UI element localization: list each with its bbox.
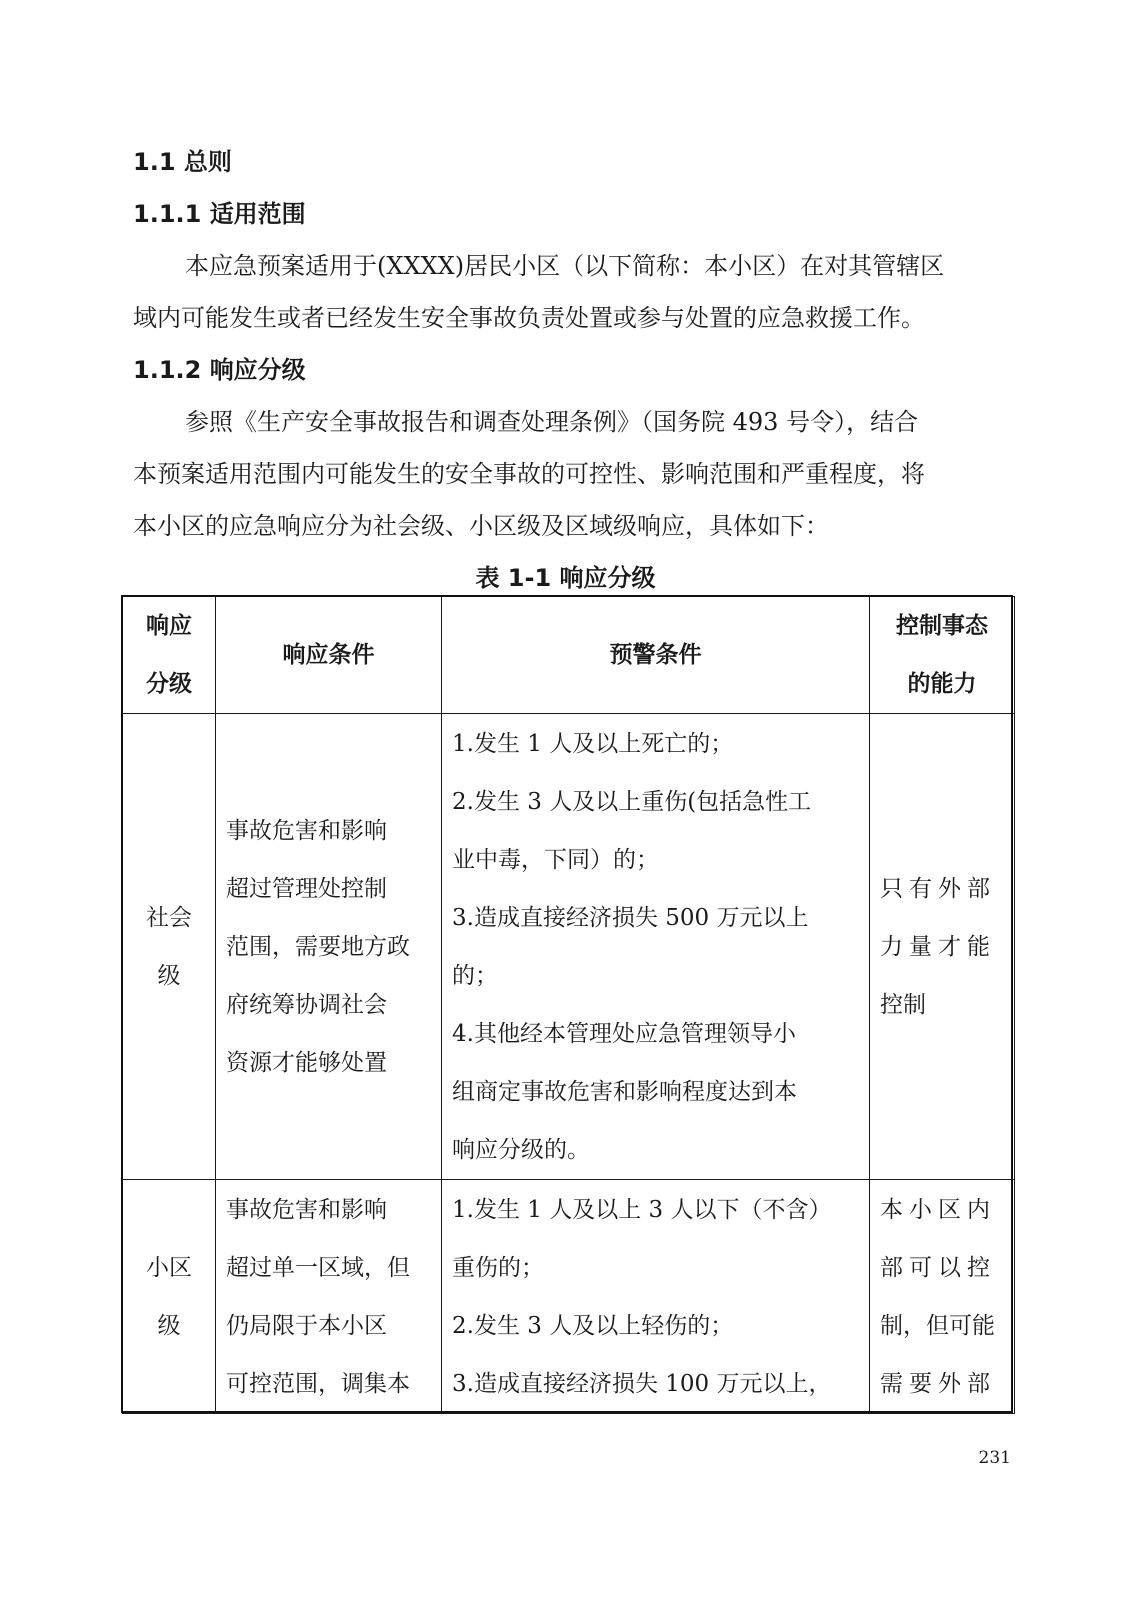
row-level-cell [123,1180,216,1414]
row-level-cell [123,714,216,1180]
response-level-table [122,596,1015,1414]
section-heading-1-1-1: 1.1.1 适用范围 [133,200,306,228]
row-warning-line: 2.发生 3 人及以上轻伤的； [452,1312,734,1339]
row-condition-line: 事故危害和影响 [226,817,387,844]
section-heading-1-1: 1.1 总则 [133,148,232,176]
row-condition-line: 事故危害和影响 [226,1196,387,1223]
row-level-line: 级 [157,962,181,989]
header-condition-text: 响应条件 [282,642,375,668]
row-warning-line: 1.发生 1 人及以上死亡的； [452,730,734,757]
header-warning [442,597,870,714]
row-condition-line: 超过管理处控制 [226,875,387,902]
row-warning-cell [442,1180,870,1414]
row-warning-line: 4.其他经本管理处应急管理领导小 [452,1020,796,1047]
header-ability-line-1: 控制事态 [896,613,988,639]
row-warning-line: 2.发生 3 人及以上重伤(包括急性工 [452,788,812,815]
row-level-line: 社会 [146,904,192,931]
paragraph-scope-line-2: 域内可能发生或者已经发生安全事故负责处置或参与处置的应急救援工作。 [133,304,925,332]
row-warning-cell [442,714,870,1180]
row-warning-line: 业中毒，下同）的； [452,846,659,873]
row-warning-line: 3.造成直接经济损失 500 万元以上 [452,904,809,931]
row-ability-line: 只有外部 [880,875,996,902]
paragraph-scope-line-1: 本应急预案适用于(XXXX)居民小区（以下简称：本小区）在对其管辖区 [185,252,945,280]
header-level-line-2: 分级 [146,671,192,697]
row-condition-line: 超过单一区域，但 [226,1254,410,1281]
row-ability-line: 控制 [880,991,926,1018]
row-ability-line: 本小区内 [880,1196,996,1223]
row-level-line: 小区 [146,1254,192,1281]
row-ability-line: 力量才能 [880,933,996,960]
row-ability-cell [870,714,1015,1180]
paragraph-levels-line-3: 本小区的应急响应分为社会级、小区级及区域级响应，具体如下： [133,512,829,540]
row-condition-cell [216,714,442,1180]
header-ability [870,597,1015,714]
row-ability-line: 部可以控 [880,1254,996,1281]
row-condition-line: 府统筹协调社会 [226,991,387,1018]
row-warning-line: 响应分级的。 [452,1136,590,1163]
row-condition-line: 可控范围，调集本 [226,1370,410,1397]
row-condition-line: 资源才能够处置 [226,1049,387,1076]
row-warning-line: 的； [452,962,498,989]
section-heading-1-1-2: 1.1.2 响应分级 [133,356,306,384]
table-header-row [123,597,1015,714]
row-warning-line: 重伤的； [452,1254,544,1281]
paragraph-levels-line-1: 参照《生产安全事故报告和调查处理条例》（国务院 493 号令），结合 [185,408,919,436]
paragraph-levels-line-2: 本预案适用范围内可能发生的安全事故的可控性、影响范围和严重程度，将 [133,460,925,488]
row-condition-cell [216,1180,442,1414]
row-warning-line: 1.发生 1 人及以上 3 人以下（不含） [452,1196,832,1223]
table-row [123,1180,1015,1414]
row-level-line: 级 [157,1312,181,1339]
row-condition-line: 仍局限于本小区 [226,1312,387,1339]
row-condition-line: 范围，需要地方政 [226,933,410,960]
table-caption: 表 1-1 响应分级 [475,564,656,592]
row-warning-line: 3.造成直接经济损失 100 万元以上， [452,1370,832,1397]
header-condition [216,597,442,714]
header-ability-line-2: 的能力 [907,671,977,697]
row-ability-line: 制，但可能 [880,1312,995,1339]
page-number: 231 [978,1448,1011,1468]
header-warning-text: 预警条件 [609,642,702,668]
row-ability-cell [870,1180,1015,1414]
row-warning-line: 组商定事故危害和影响程度达到本 [452,1078,797,1105]
header-level-line-1: 响应 [146,613,192,639]
header-level [123,597,216,714]
row-ability-line: 需要外部 [880,1370,996,1397]
table-row [123,714,1015,1180]
